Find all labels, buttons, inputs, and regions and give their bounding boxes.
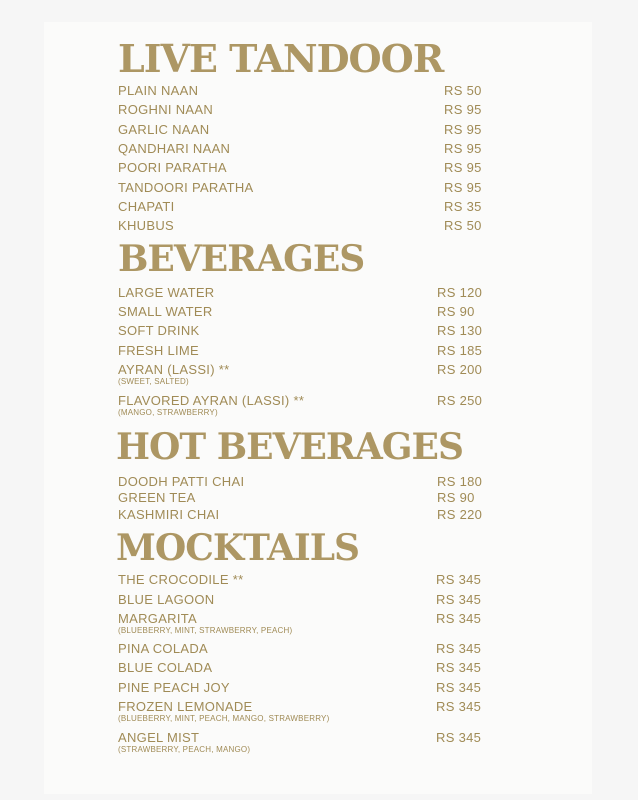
item-price: RS 185: [437, 343, 483, 358]
section-title-mocktails: MOCKTAILS: [116, 527, 360, 569]
item-name: KASHMIRI CHAI: [118, 507, 220, 522]
item-price: RS 345: [436, 572, 482, 587]
item-name: ANGEL MIST: [118, 730, 200, 745]
item-price: RS 95: [444, 122, 482, 137]
item-name: POORI PARATHA: [118, 160, 227, 175]
item-price: RS 345: [436, 592, 482, 607]
item-price: RS 35: [444, 199, 482, 214]
item-price: RS 95: [444, 102, 482, 117]
item-price: RS 95: [444, 180, 482, 195]
item-name: PINE PEACH JOY: [118, 680, 230, 695]
item-name: FRESH LIME: [118, 343, 200, 358]
item-price: RS 200: [437, 362, 483, 377]
item-price: RS 250: [437, 393, 483, 408]
item-name: SMALL WATER: [118, 304, 213, 319]
item-name: DOODH PATTI CHAI: [118, 474, 245, 489]
item-name: GARLIC NAAN: [118, 122, 210, 137]
section-title-beverages: BEVERAGES: [118, 238, 365, 280]
item-price: RS 180: [437, 474, 483, 489]
item-name: LARGE WATER: [118, 285, 215, 300]
item-price: RS 345: [436, 680, 482, 695]
item-note: (BLUEBERRY, MINT, STRAWBERRY, PEACH): [118, 626, 293, 635]
item-name: THE CROCODILE **: [118, 572, 244, 587]
item-name: BLUE COLADA: [118, 660, 213, 675]
item-name: BLUE LAGOON: [118, 592, 215, 607]
item-note: (STRAWBERRY, PEACH, MANGO): [118, 745, 251, 754]
item-name: PLAIN NAAN: [118, 83, 199, 98]
item-price: RS 345: [436, 660, 482, 675]
item-price: RS 95: [444, 141, 482, 156]
item-name: KHUBUS: [118, 218, 174, 233]
item-price: RS 90: [437, 490, 475, 505]
item-name: TANDOORI PARATHA: [118, 180, 254, 195]
item-name: MARGARITA: [118, 611, 198, 626]
item-name: CHAPATI: [118, 199, 175, 214]
item-name: FLAVORED AYRAN (LASSI) **: [118, 393, 305, 408]
item-price: RS 50: [444, 218, 482, 233]
item-price: RS 345: [436, 641, 482, 656]
item-note: (BLUEBERRY, MINT, PEACH, MANGO, STRAWBERRY): [118, 714, 330, 723]
item-note: (MANGO, STRAWBERRY): [118, 408, 218, 417]
item-name: QANDHARI NAAN: [118, 141, 231, 156]
item-price: RS 120: [437, 285, 483, 300]
item-name: GREEN TEA: [118, 490, 196, 505]
item-name: FROZEN LEMONADE: [118, 699, 253, 714]
item-price: RS 95: [444, 160, 482, 175]
item-price: RS 345: [436, 730, 482, 745]
section-title-hot-beverages: HOT BEVERAGES: [116, 426, 463, 468]
item-name: PINA COLADA: [118, 641, 208, 656]
section-title-live-tandoor: LIVE TANDOOR: [118, 36, 444, 81]
item-price: RS 345: [436, 699, 482, 714]
item-price: RS 345: [436, 611, 482, 626]
item-name: SOFT DRINK: [118, 323, 200, 338]
item-price: RS 90: [437, 304, 475, 319]
item-price: RS 130: [437, 323, 483, 338]
item-name: AYRAN (LASSI) **: [118, 362, 230, 377]
item-price: RS 50: [444, 83, 482, 98]
item-note: (SWEET, SALTED): [118, 377, 189, 386]
item-name: ROGHNI NAAN: [118, 102, 214, 117]
item-price: RS 220: [437, 507, 483, 522]
